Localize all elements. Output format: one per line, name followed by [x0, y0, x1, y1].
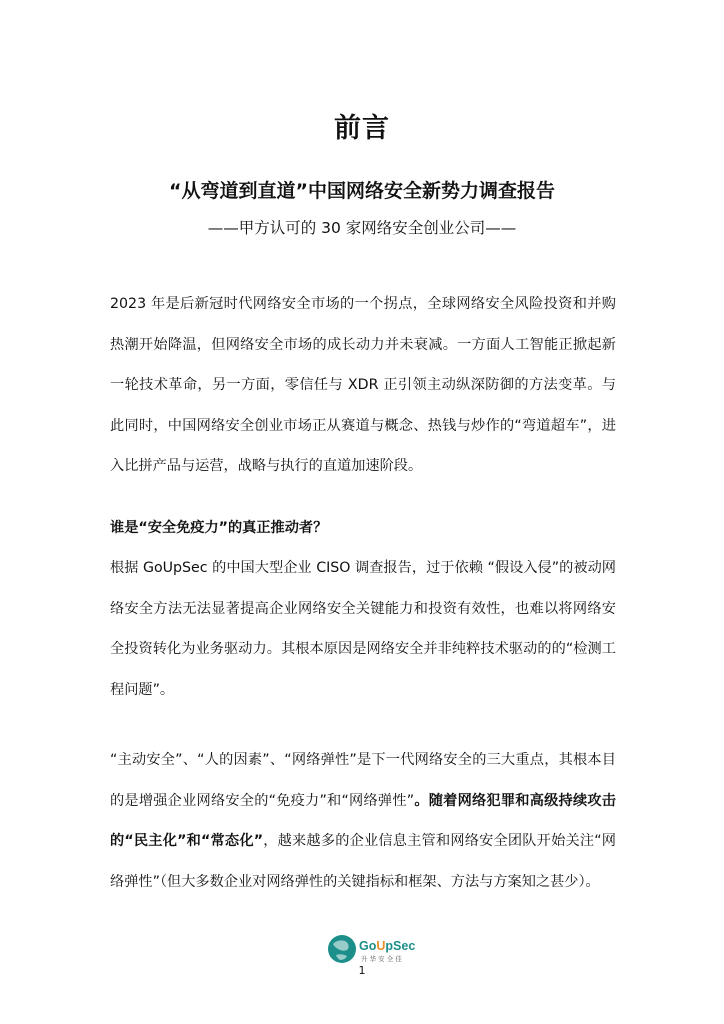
logo-text-u: U — [376, 939, 386, 953]
svg-text:GoUpSec — [359, 939, 415, 953]
resilience-paragraph — [110, 740, 616, 902]
section-heading: 谁是“安全免疫力”的真正推动者？ — [110, 520, 328, 536]
report-subtitle: ——甲方认可的 30 家网络安全创业公司—— — [207, 219, 517, 237]
logo-text-psec: pSec — [385, 939, 416, 953]
ciso-paragraph: 根据 GoUpSec 的中国大型企业 CISO 调查报告，过于依赖 “假设入侵”的被动网络安全方法无法显著提高企业网络安全关键能力和投资有效性，也难以将网络安全投资转化为业务驱动力。其根本原因是网络安全并非纯粹技术驱动的的“检测工程问题”。 — [110, 560, 616, 698]
resilience-text-rest: ，越来越多的企业信息主管和网络安全团队开始关注“网络弹性”（但大多数企业对网络弹性的关键指标和框架、方法与方案知之甚少）。 — [110, 833, 616, 890]
page-number: 1 — [358, 964, 366, 977]
resilience-text-bold: 。随着网络犯罪和高级持续攻击的“民主化”和“常态化” — [110, 792, 616, 849]
resilience-text-plain: “主动安全”、“人的因素”、“网络弹性”是下一代网络安全的三大重点，其根本目的是增强企业网络安全的“免疫力”和“网络弹性” — [110, 752, 616, 809]
logo-tagline: 升 华 安 全 佳 — [361, 955, 402, 963]
page-title: 前言 — [334, 113, 390, 144]
logo-text-go: Go — [359, 939, 377, 953]
intro-paragraph: 2023 年是后新冠时代网络安全市场的一个拐点，全球网络安全风险投资和并购热潮开始降温，但网络安全市场的成长动力并未衰减。一方面人工智能正掀起新一轮技术革命，另一方面，零信任与 XDR 正引领主动纵深防御的方法变革。与此同时，中国网络安全创业市场正从赛道与概念、热钱与炒作的“弯道超车”，进入比拼产品与运营，战略与执行的直道加速阶段。 — [110, 296, 616, 474]
goupsec-logo — [326, 933, 416, 967]
report-title: “从弯道到直道”中国网络安全新势力调查报告 — [169, 180, 555, 202]
